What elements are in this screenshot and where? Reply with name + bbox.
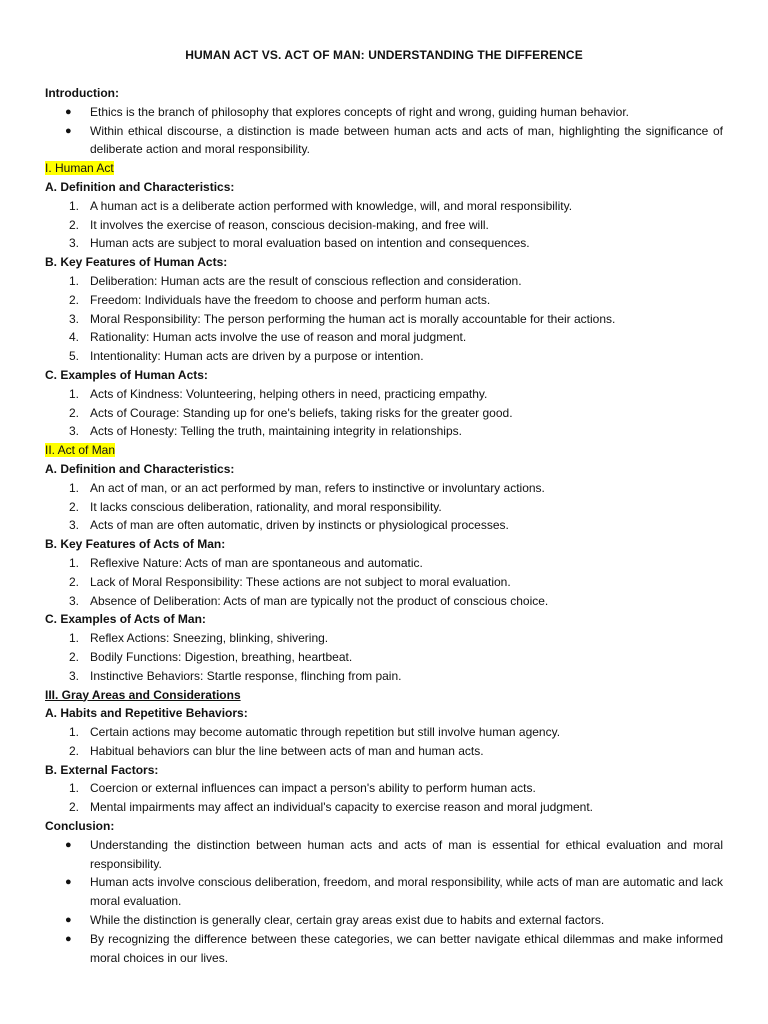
list-item: 1. Reflexive Nature: Acts of man are spontaneous and automatic. xyxy=(69,555,423,570)
list-item: 2. Mental impairments may affect an individual's capacity to exercise reason and moral judgment. xyxy=(69,800,593,815)
list-item: 3. Acts of man are often automatic, driven by instincts or physiological processes. xyxy=(69,518,509,533)
intro-heading: Introduction: xyxy=(45,86,119,100)
list-item: 1. An act of man, or an act performed by man, refers to instinctive or involuntary actions. xyxy=(69,480,545,495)
list-item: ● Within ethical discourse, a distinction is made between human acts and acts of man, highlighting the significance of deliberate action and moral responsibility. xyxy=(65,123,723,157)
section-heading: II. Act of Man xyxy=(45,443,116,458)
list-item: 1. Coercion or external influences can impact a person's ability to perform human acts. xyxy=(69,781,536,796)
numbered-list xyxy=(45,723,723,761)
conclusion-heading: Conclusion: xyxy=(45,819,115,834)
list-item: 1. Certain actions may become automatic through repetition but still involve human agency. xyxy=(69,725,561,740)
list-item: ● By recognizing the difference between these categories, we can better navigate ethical dilemmas and make informed moral choices in our lives. xyxy=(65,931,723,965)
numbered-list xyxy=(45,385,723,441)
list-item: 3. Human acts are subject to moral evaluation based on intention and consequences. xyxy=(69,236,530,251)
numbered-list xyxy=(45,554,723,610)
list-item: 1. Reflex Actions: Sneezing, blinking, shivering. xyxy=(69,631,329,646)
document-title: HUMAN ACT VS. ACT OF MAN: UNDERSTANDING THE DIFFERENCE xyxy=(185,48,583,62)
bullet-dot-icon: ● xyxy=(65,105,72,118)
subsection-heading: C. Examples of Acts of Man: xyxy=(45,612,206,627)
list-item: 4. Rationality: Human acts involve the use of reason and moral judgment. xyxy=(69,330,467,345)
list-item: 1. Deliberation: Human acts are the result of conscious reflection and consideration. xyxy=(69,273,522,288)
list-item: 3. Moral Responsibility: The person performing the human act is morally accountable for their actions. xyxy=(69,311,616,326)
intro-list xyxy=(45,103,723,159)
list-item: 3. Instinctive Behaviors: Startle response, flinching from pain. xyxy=(69,668,402,683)
list-item: 2. Acts of Courage: Standing up for one's beliefs, taking risks for the greater good. xyxy=(69,405,513,420)
section-heading: I. Human Act xyxy=(45,161,114,176)
list-item: ● Human acts involve conscious deliberation, freedom, and moral responsibility, while acts of man are automatic and lack moral evaluation. xyxy=(65,875,723,909)
list-item: 1. A human act is a deliberate action performed with knowledge, will, and moral responsibility. xyxy=(69,198,573,213)
numbered-list xyxy=(45,197,723,253)
numbered-list xyxy=(45,629,723,685)
bullet-dot-icon: ● xyxy=(65,838,72,851)
list-item: 3. Acts of Honesty: Telling the truth, maintaining integrity in relationships. xyxy=(69,424,462,439)
subsection-heading: B. Key Features of Human Acts: xyxy=(45,255,228,270)
bullet-dot-icon: ● xyxy=(65,124,72,137)
list-item: 2. Bodily Functions: Digestion, breathing, heartbeat. xyxy=(69,649,353,664)
numbered-list xyxy=(45,479,723,535)
bullet-dot-icon: ● xyxy=(65,876,72,889)
list-item: ● Ethics is the branch of philosophy that explores concepts of right and wrong, guiding human behavior. xyxy=(45,103,723,122)
bullet-dot-icon: ● xyxy=(65,914,72,927)
list-item: 1. Acts of Kindness: Volunteering, helping others in need, practicing empathy. xyxy=(69,386,488,401)
list-item: 2. Freedom: Individuals have the freedom to choose and perform human acts. xyxy=(69,292,491,307)
list-item: 3. Absence of Deliberation: Acts of man are typically not the product of conscious choice. xyxy=(69,593,549,608)
subsection-heading: C. Examples of Human Acts: xyxy=(45,367,208,382)
conclusion-list xyxy=(45,836,723,968)
document-body xyxy=(45,84,723,967)
bullet-dot-icon: ● xyxy=(65,932,72,945)
list-item: 2. Lack of Moral Responsibility: These actions are not subject to moral evaluation. xyxy=(69,574,511,589)
list-item: 5. Intentionality: Human acts are driven by a purpose or intention. xyxy=(69,349,424,364)
section-heading: III. Gray Areas and Considerations xyxy=(45,687,241,702)
numbered-list xyxy=(45,272,723,366)
subsection-heading: B. External Factors: xyxy=(45,762,159,777)
list-item: 2. It involves the exercise of reason, conscious decision-making, and free will. xyxy=(69,217,489,232)
subsection-heading: A. Habits and Repetitive Behaviors: xyxy=(45,706,248,721)
subsection-heading: A. Definition and Characteristics: xyxy=(45,179,235,194)
subsection-heading: B. Key Features of Acts of Man: xyxy=(45,537,226,552)
list-item: ● Understanding the distinction between human acts and acts of man is essential for ethical evaluation and moral responsibility. xyxy=(65,837,723,871)
list-item: 2. Habitual behaviors can blur the line between acts of man and human acts. xyxy=(69,743,484,758)
subsection-heading: A. Definition and Characteristics: xyxy=(45,461,235,476)
numbered-list xyxy=(45,779,723,817)
list-item: ● While the distinction is generally clear, certain gray areas exist due to habits and external factors. xyxy=(45,911,723,930)
list-item: 2. It lacks conscious deliberation, rationality, and moral responsibility. xyxy=(69,499,442,514)
